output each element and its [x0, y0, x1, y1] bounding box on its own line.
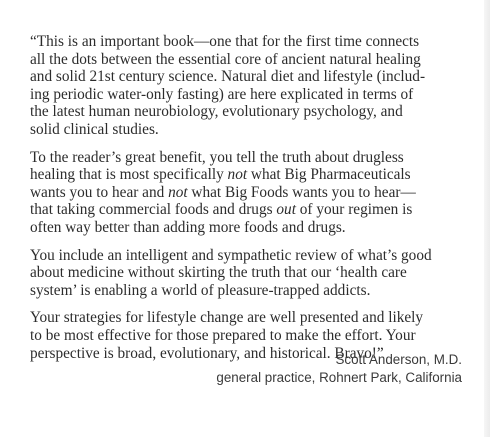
quote-line: and solid 21st century science. Natural diet and lifestyle (includ- — [30, 68, 426, 86]
quote-line: all the dots between the essential core of ancient natural healing — [30, 50, 421, 68]
quote-line: perspective is broad, evolutionary, and historical. Bravo!” — [30, 344, 384, 362]
endorsement-quote — [30, 33, 453, 362]
quote-line: to be most effective for those prepared to make the effort. Your — [30, 326, 416, 344]
quote-line: “This is an important book—one that for the first time connects — [30, 33, 420, 50]
quote-line — [30, 149, 453, 167]
quote-line: solid clinical studies. — [30, 120, 159, 138]
quote-paragraph-2 — [30, 149, 453, 237]
quote-text-run: of your regimen is — [295, 201, 413, 219]
quote-line — [30, 184, 453, 202]
quote-text-run: what Big Pharmaceuticals — [247, 166, 411, 184]
quote-text-run: healing that is most specifically — [30, 166, 228, 184]
quote-paragraph-3 — [30, 247, 453, 300]
quote-text-run: wants you to hear and — [30, 183, 169, 201]
quote-text-run: often way better than adding more foods and drugs. — [30, 218, 346, 236]
endorser-affiliation: general practice, Rohnert Park, California — [216, 369, 462, 385]
quote-line: Your strategies for lifestyle change are well presented and likely — [30, 309, 424, 327]
quote-line: about medicine without skirting the truth that our ‘health care — [30, 264, 407, 282]
quote-text-run: To the reader’s great benefit, you tell the truth about drugless — [30, 148, 404, 166]
quote-line — [30, 219, 453, 237]
endorser-name: Scott Anderson, M.D. — [335, 352, 462, 367]
quote-line — [30, 166, 453, 184]
quote-line: ing periodic water-only fasting) are here explicated in terms of — [30, 85, 414, 103]
quote-line — [30, 201, 453, 219]
quote-line: You include an intelligent and sympathetic review of what’s good — [30, 246, 432, 264]
emphasized-word: not — [227, 166, 248, 184]
page-edge-shadow — [484, 0, 490, 437]
quote-text-run: that taking commercial foods and drugs — [30, 201, 277, 219]
emphasized-word: out — [276, 201, 296, 219]
endorsement-attribution — [216, 351, 462, 386]
quote-line: system’ is enabling a world of pleasure-trapped addicts. — [30, 281, 371, 299]
quote-paragraph-1 — [30, 33, 453, 139]
quote-text-run: what Big Foods wants you to hear— — [187, 183, 416, 201]
emphasized-word: not — [168, 183, 188, 201]
quote-line: the latest human neurobiology, evolutionary psychology, and — [30, 103, 403, 121]
